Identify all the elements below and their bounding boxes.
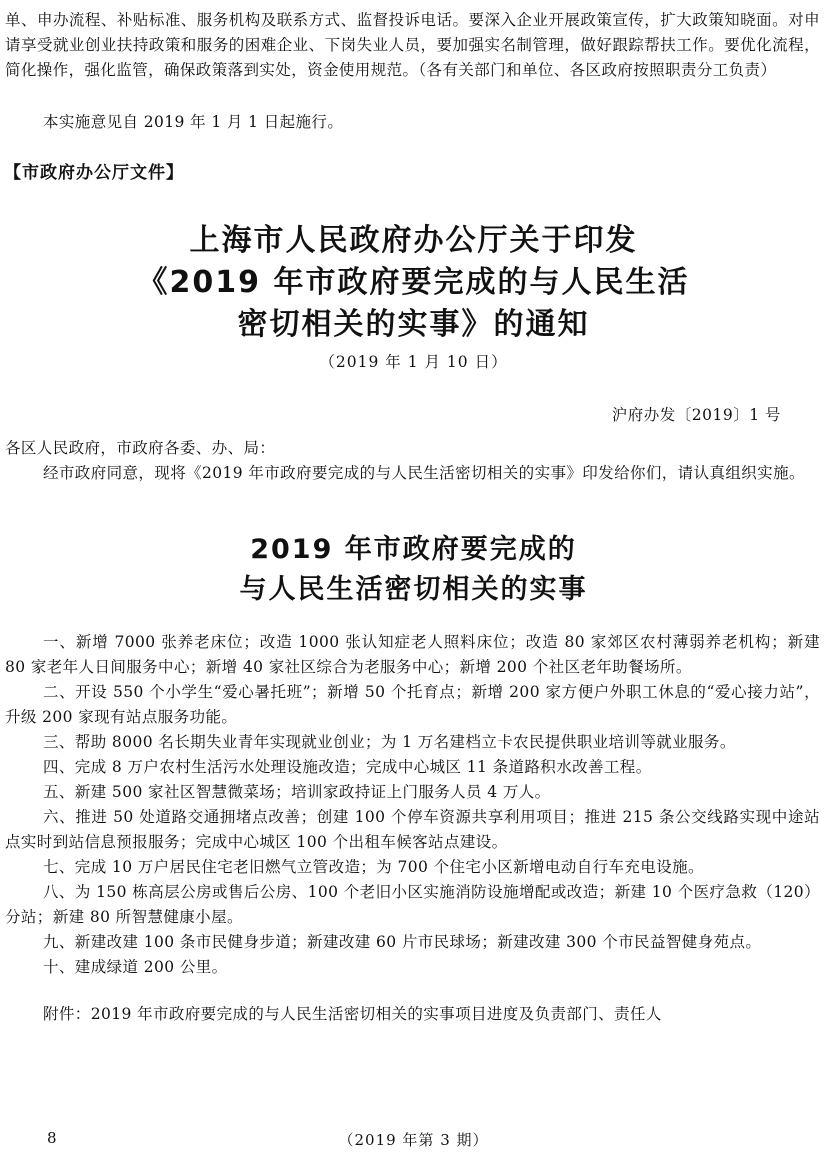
- notice-body: 经市政府同意，现将《2019 年市政府要完成的与人民生活密切相关的实事》印发给你们，请认真组织实施。: [43, 464, 805, 482]
- notice-title-line-2: 《2019 年市政府要完成的与人民生活: [137, 265, 690, 300]
- list-item: 五、新建 500 家社区智慧微菜场；培训家政持证上门服务人员 4 万人。: [43, 783, 551, 801]
- list-item: 二、开设 550 个小学生“爱心暑托班”；新增 50 个托育点；新增 200 家方便户外职工休息的“爱心接力站”，升级 200 家现有站点服务功能。: [5, 683, 820, 726]
- section-tag: 【市政府办公厅文件】: [4, 163, 184, 183]
- list-title-line-2: 与人民生活密切相关的实事: [239, 574, 588, 605]
- list-item: 三、帮助 8000 名长期失业青年实现就业创业；为 1 万名建档立卡农民提供职业培训等就业服务。: [43, 733, 736, 751]
- tasks-list: [5, 630, 820, 980]
- list-title: [0, 530, 827, 610]
- notice-date: （2019 年 1 月 10 日）: [319, 353, 508, 371]
- list-item: 七、完成 10 万户居民住宅老旧燃气立管改造；为 700 个住宅小区新增电动自行车充电设施。: [43, 858, 704, 876]
- continued-paragraph: 单、申办流程、补贴标准、服务机构及联系方式、监督投诉电话。要深入企业开展政策宣传，扩大政策知晓面。对申请享受就业创业扶持政策和服务的困难企业、下岗失业人员，要加强实名制管理，做好跟踪帮扶工作。要优化流程，简化操作，强化监管，确保政策落到实处，资金使用规范。（各有关部门和单位、各区政府按照职责分工负责）: [5, 11, 820, 79]
- list-title-line-1: 2019 年市政府要完成的: [250, 534, 577, 565]
- list-item: 十、建成绿道 200 公里。: [43, 958, 228, 976]
- list-item: 一、新增 7000 张养老床位；改造 1000 张认知症老人照料床位；改造 80 家郊区农村薄弱养老机构；新建 80 家老年人日间服务中心；新增 40 家社区综合为老服务中心；新增 200 个社区老年助餐场所。: [5, 633, 820, 676]
- page-number: 8: [47, 1129, 57, 1147]
- notice-title-line-1: 上海市人民政府办公厅关于印发: [189, 223, 638, 258]
- addressee: 各区人民政府，市政府各委、办、局：: [5, 439, 276, 457]
- notice-title: [0, 220, 827, 346]
- list-item: 六、推进 50 处道路交通拥堵点改善；创建 100 个停车资源共享利用项目；推进 215 条公交线路实现中途站点实时到站信息预报服务；完成中心城区 100 个出租车候客站点建设。: [5, 808, 820, 851]
- issue-label: （2019 年第 3 期）: [338, 1131, 489, 1149]
- list-item: 四、完成 8 万户农村生活污水处理设施改造；完成中心城区 11 条道路积水改善工程。: [43, 758, 652, 776]
- notice-title-line-3: 密切相关的实事》的通知: [237, 307, 590, 342]
- document-number: 沪府办发〔2019〕1 号: [611, 406, 781, 424]
- list-item: 八、为 150 栋高层公房或售后公房、100 个老旧小区实施消防设施增配或改造；新建 10 个医疗急救（120）分站；新建 80 所智慧健康小屋。: [5, 883, 820, 926]
- list-item: 九、新建改建 100 条市民健身步道；新建改建 60 片市民球场；新建改建 300 个市民益智健身苑点。: [43, 933, 762, 951]
- attachment-note: 附件：2019 年市政府要完成的与人民生活密切相关的实事项目进度及负责部门、责任人: [43, 1005, 662, 1023]
- effective-date-paragraph: 本实施意见自 2019 年 1 月 1 日起施行。: [43, 113, 344, 131]
